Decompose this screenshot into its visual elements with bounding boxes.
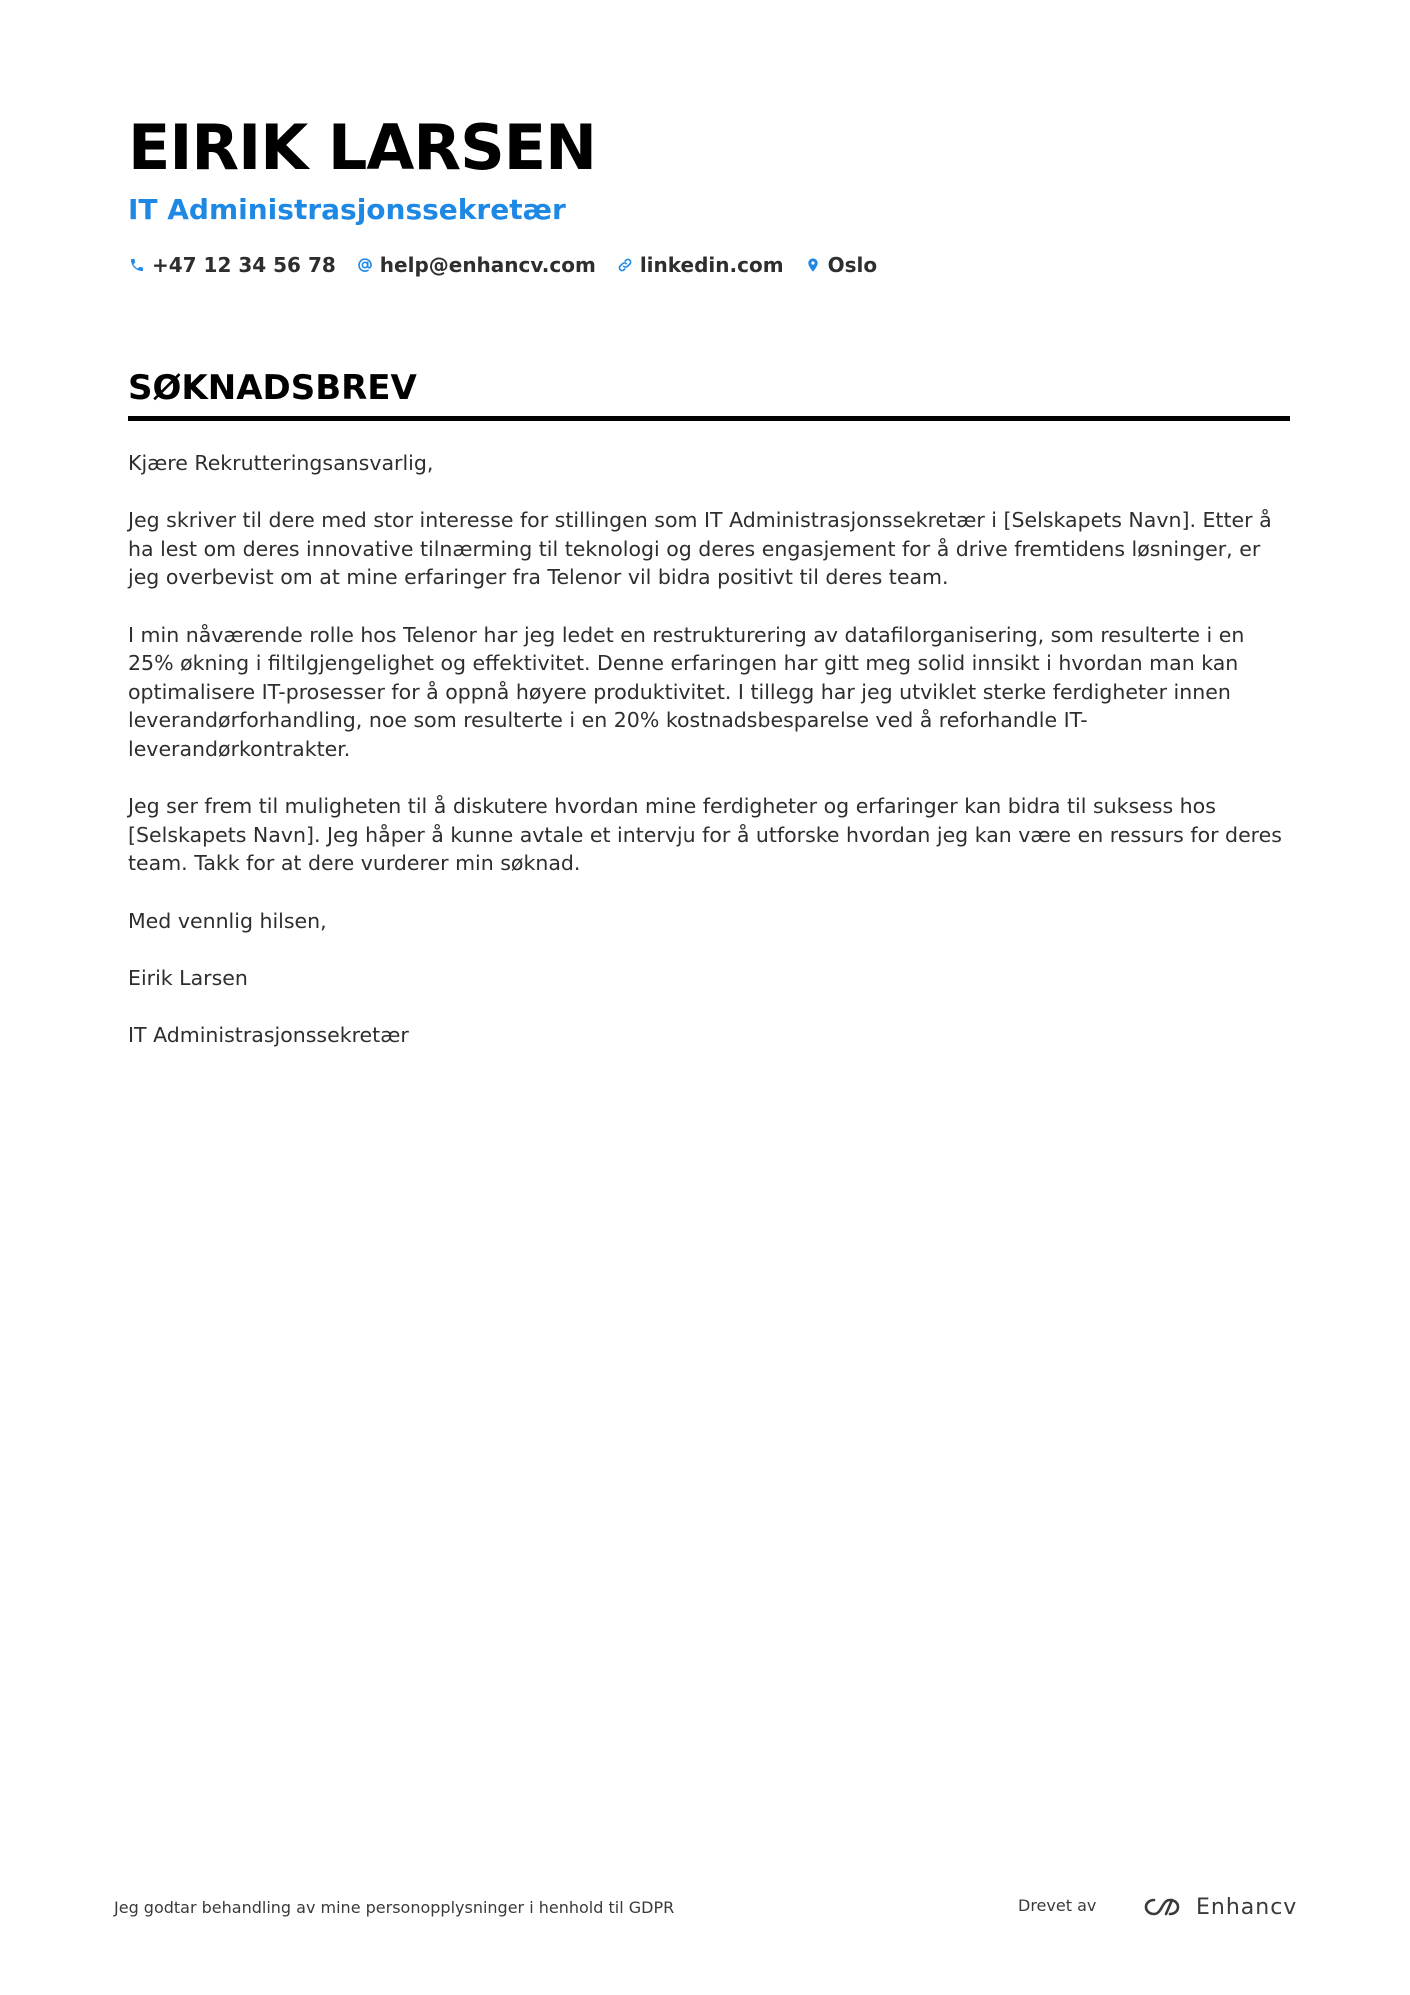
at-icon — [356, 256, 374, 274]
email-address: help@enhancv.com — [379, 253, 596, 277]
letter-body — [128, 449, 1290, 1049]
signature-title: IT Administrasjonssekretær — [128, 1022, 409, 1047]
contact-phone — [128, 253, 336, 277]
candidate-title: IT Administrasjonssekretær — [128, 193, 566, 226]
phone-icon — [128, 256, 146, 274]
cover-letter-section — [128, 366, 1290, 1078]
phone-number: +47 12 34 56 78 — [152, 253, 336, 277]
contact-email — [356, 253, 596, 277]
header — [128, 108, 1288, 280]
section-divider — [128, 416, 1290, 421]
location-pin-icon — [804, 256, 822, 274]
letter-paragraph: I min nåværende rolle hos Telenor har jeg ledet en restrukturering av datafilorganisering, som resulterte i en 25% økning i filtilgjengelighet og effektivitet. Denne erfaringen har gitt meg solid innsikt i hvordan man kan optimalisere IT-prosesser for å oppnå høyere produktivitet. I tillegg har jeg utviklet sterke ferdigheter innen leverandørforhandling, noe som resulterte i en 20% kostnadsbesparelse ved å reforhandle IT-leverandørkontrakter. — [128, 622, 1245, 761]
candidate-name: EIRIK LARSEN — [128, 111, 596, 184]
signature-name: Eirik Larsen — [128, 965, 248, 990]
section-title: SØKNADSBREV — [128, 368, 417, 408]
enhancv-logo-icon — [1140, 1894, 1184, 1920]
gdpr-consent-text: Jeg godtar behandling av mine personopplysninger i henhold til GDPR — [114, 1898, 675, 1917]
powered-by-label: Drevet av — [1018, 1896, 1097, 1915]
location-text: Oslo — [827, 253, 878, 277]
letter-paragraph: Jeg ser frem til muligheten til å diskutere hvordan mine ferdigheter og erfaringer kan bidra til suksess hos [Selskapets Navn]. Jeg håper å kunne avtale et intervju for å utforske hvordan jeg kan være en ressurs for deres team. Takk for at dere vurderer min søknad. — [128, 794, 1282, 876]
letter-paragraph: Jeg skriver til dere med stor interesse for stillingen som IT Administrasjonssekretær i [Selskapets Navn]. Etter å ha lest om deres innovative tilnærming til teknologi og deres engasjement for å drive fremtidens løsninger, er jeg overbevist om at mine erfaringer fra Telenor vil bidra positivt til deres team. — [128, 508, 1272, 590]
contact-bar — [128, 250, 1288, 280]
contact-linkedin — [616, 253, 784, 277]
letter-closing: Med vennlig hilsen, — [128, 908, 327, 933]
contact-location — [804, 253, 878, 277]
linkedin-url: linkedin.com — [639, 253, 784, 277]
brand-name: Enhancv — [1196, 1894, 1298, 1920]
link-icon — [616, 256, 634, 274]
letter-greeting: Kjære Rekrutteringsansvarlig, — [128, 451, 434, 475]
enhancv-brand[interactable] — [1140, 1890, 1297, 1924]
footer — [114, 1890, 1298, 1930]
